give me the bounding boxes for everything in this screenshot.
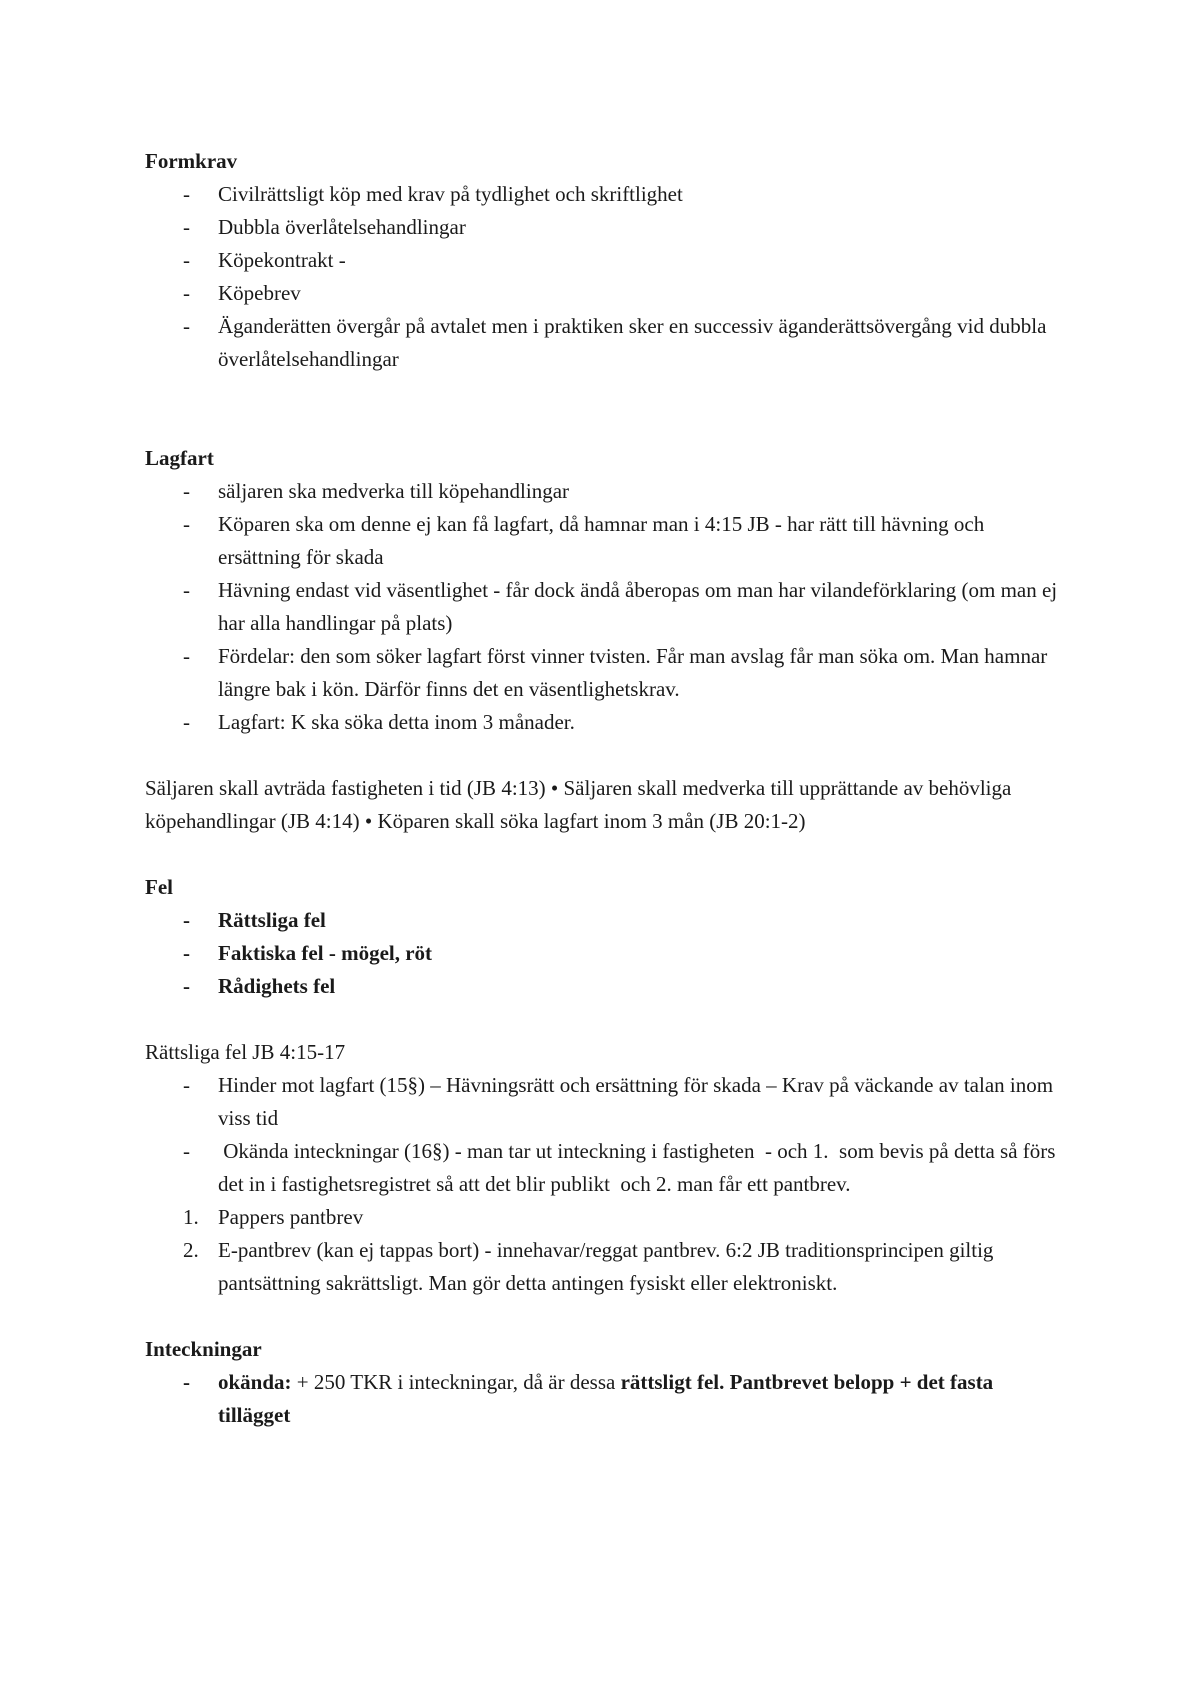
list-item (145, 937, 1070, 970)
heading-formkrav: Formkrav (145, 149, 238, 173)
list-item-text: Hävning endast vid väsentlighet - får dock ändå åberopas om man har vilandeförklaring (om man ej har alla handlingar på plats) (218, 578, 1058, 635)
dash-marker: - (183, 215, 190, 239)
list-item (145, 640, 1070, 706)
numbered-item (145, 1234, 1070, 1300)
list-item (145, 970, 1070, 1003)
list-item-text: Hinder mot lagfart (15§) – Hävningsrätt och ersättning för skada – Krav på väckande av talan inom viss tid (218, 1073, 1054, 1130)
list-item (145, 1135, 1070, 1201)
spacer (145, 739, 1070, 772)
dash-marker: - (183, 1139, 190, 1163)
dash-marker: - (183, 182, 190, 206)
inteckningar-term: okända: (218, 1370, 292, 1394)
dash-marker: - (183, 512, 190, 536)
list-item-text: Civilrättsligt köp med krav på tydlighet och skriftlighet (218, 182, 683, 206)
list-item (145, 904, 1070, 937)
list-item (145, 508, 1070, 574)
list-item (145, 211, 1070, 244)
list-item-text: Dubbla överlåtelsehandlingar (218, 215, 466, 239)
inteckningar-list (145, 1366, 1070, 1432)
fel-list (145, 904, 1070, 1003)
list-item (145, 706, 1070, 739)
list-item-text: Okända inteckningar (16§) - man tar ut inteckning i fastigheten - och 1. som bevis på detta så förs det in i fastighetsregistret så att det blir publikt och 2. man får ett pantbrev. (218, 1139, 1061, 1196)
dash-marker: - (183, 248, 190, 272)
spacer (145, 1300, 1070, 1333)
heading-inteckningar: Inteckningar (145, 1337, 262, 1361)
dash-marker: - (183, 941, 190, 965)
heading-lagfart: Lagfart (145, 446, 214, 470)
dash-marker: - (183, 710, 190, 734)
list-item-text: Köpekontrakt - (218, 248, 346, 272)
numbered-item-text: Pappers pantbrev (218, 1205, 364, 1229)
dash-marker: - (183, 578, 190, 602)
lagfart-paragraph: Säljaren skall avträda fastigheten i tid (JB 4:13) • Säljaren skall medverka till upprättande av behövliga köpehandlingar (JB 4:14) • Köparen skall söka lagfart inom 3 mån (JB 20:1-2) (145, 776, 1012, 833)
list-item (145, 277, 1070, 310)
spacer (145, 838, 1070, 871)
list-item-text: Äganderätten övergår på avtalet men i praktiken sker en successiv äganderättsövergång vid dubbla överlåtelsehandlingar (218, 314, 1047, 371)
spacer (145, 376, 1070, 442)
list-item (145, 1069, 1070, 1135)
number-marker: 1. (183, 1205, 199, 1229)
formkrav-list (145, 178, 1070, 376)
list-item (145, 1366, 1070, 1432)
list-item-text: Köpebrev (218, 281, 301, 305)
dash-marker: - (183, 1073, 190, 1097)
dash-marker: - (183, 1370, 190, 1394)
list-item-text: Lagfart: K ska söka detta inom 3 månader. (218, 710, 575, 734)
list-item-text: Rådighets fel (218, 974, 336, 998)
spacer (145, 1003, 1070, 1036)
rattsliga-fel-list (145, 1069, 1070, 1300)
inteckningar-text: + 250 TKR i inteckningar, då är dessa (291, 1370, 621, 1394)
dash-marker: - (183, 281, 190, 305)
dash-marker: - (183, 974, 190, 998)
list-item (145, 574, 1070, 640)
numbered-item (145, 1201, 1070, 1234)
dash-marker: - (183, 644, 190, 668)
document-content (145, 145, 1070, 1432)
list-item (145, 178, 1070, 211)
list-item-text: säljaren ska medverka till köpehandlingar (218, 479, 570, 503)
list-item-text: Fördelar: den som söker lagfart först vinner tvisten. Får man avslag får man söka om. Man hamnar längre bak i kön. Därför finns det en väsentlighetskrav. (218, 644, 1048, 701)
list-item-text: Faktiska fel - mögel, röt (218, 941, 433, 965)
list-item-text: Köparen ska om denne ej kan få lagfart, då hamnar man i 4:15 JB - har rätt till hävning och ersättning för skada (218, 512, 985, 569)
dash-marker: - (183, 908, 190, 932)
list-item-text: Rättsliga fel (218, 908, 326, 932)
rattsliga-fel-intro: Rättsliga fel JB 4:15-17 (145, 1040, 346, 1064)
lagfart-list (145, 475, 1070, 739)
inteckningar-emphasis: rättsligt fel. Pantbrevet belopp + det fasta tillägget (218, 1370, 994, 1427)
dash-marker: - (183, 314, 190, 338)
list-item (145, 244, 1070, 277)
dash-marker: - (183, 479, 190, 503)
number-marker: 2. (183, 1238, 199, 1262)
list-item (145, 310, 1070, 376)
list-item (145, 475, 1070, 508)
numbered-item-text: E-pantbrev (kan ej tappas bort) - innehavar/reggat pantbrev. 6:2 JB traditionsprincipen giltig pantsättning sakrättsligt. Man gör detta antingen fysiskt eller elektroniskt. (218, 1238, 994, 1295)
heading-fel: Fel (145, 875, 173, 899)
